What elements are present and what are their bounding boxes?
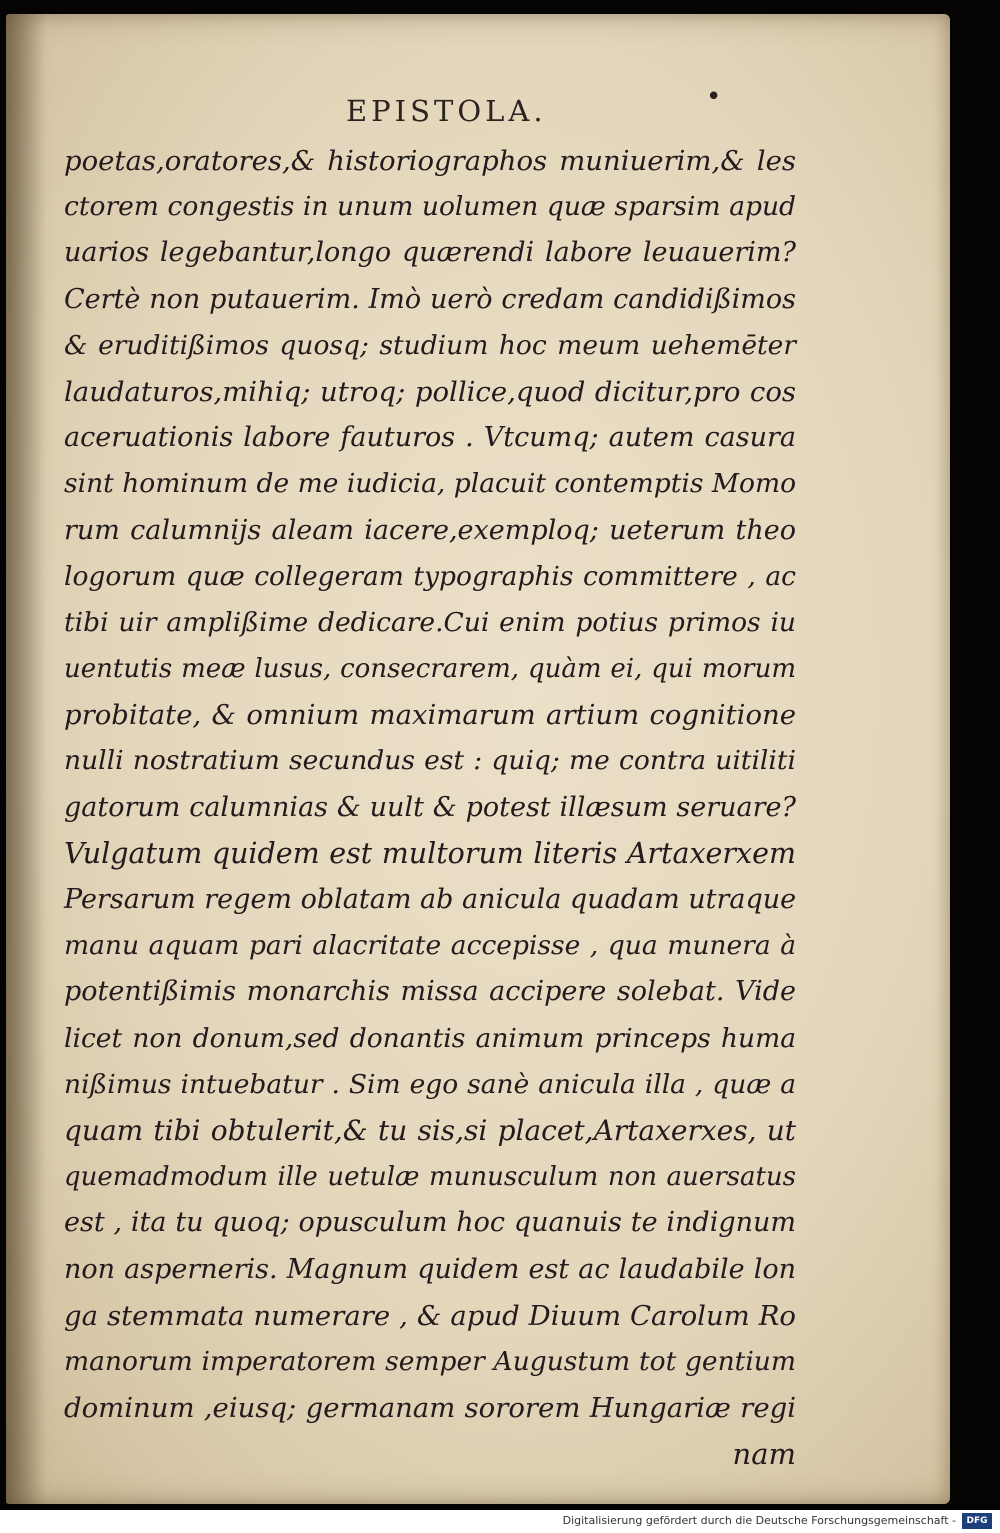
- head-mark: •: [706, 82, 722, 112]
- text-line: gatorum calumnias & uult & potest illæsum seruare?: [64, 791, 796, 823]
- text-line: potentißimis monarchis missa accipere solebat. Vide: [64, 976, 796, 1008]
- text-line: nam: [732, 1437, 796, 1472]
- text-line: quemadmodum ille uetulæ munusculum non auersatus: [64, 1162, 796, 1193]
- text-line: dominum ,eiusq; germanam sororem Hungariæ regi: [64, 1392, 796, 1425]
- text-line: probitate, & omnium maximarum artium cognitione: [64, 699, 796, 732]
- book-page: [6, 14, 950, 1504]
- text-line: logorum quæ collegeram typographis committere , ac: [64, 560, 796, 592]
- dfg-logo: DFG: [962, 1513, 992, 1529]
- text-line: nißimus intuebatur . Sim ego sanè anicula illa , quæ a: [64, 1068, 796, 1100]
- text-line: laudaturos,mihiq; utroq; pollice,quod dicitur,pro cos: [64, 375, 796, 408]
- text-line: est , ita tu quoq; opusculum hoc quanuis te indignum: [64, 1207, 796, 1239]
- text-line: manu aquam pari alacritate accepisse , qua munera à: [64, 930, 796, 962]
- text-line: Certè non putauerim. Imò uerò credam candidißimos: [64, 283, 796, 315]
- text-line: & eruditißimos quosq; studium hoc meum uehemēter: [64, 329, 796, 361]
- text-line: manorum imperatorem semper Augustum tot gentium: [64, 1345, 796, 1377]
- text-line: uentutis meæ lusus, consecrarem, quàm ei, qui morum: [64, 654, 796, 685]
- gutter-shadow: [6, 14, 46, 1504]
- text-line: nulli nostratium secundus est : quiq; me contra uitiliti: [64, 745, 796, 777]
- text-line: rum calumnijs aleam iacere,exemploq; ueterum theo: [64, 514, 796, 546]
- text-line: Persarum regem oblatam ab anicula quadam utraque: [64, 884, 797, 915]
- text-line: ga stemmata numerare , & apud Diuum Carolum Ro: [64, 1299, 796, 1332]
- text-line: non asperneris. Magnum quidem est ac laudabile lon: [64, 1253, 796, 1285]
- running-head: EPISTOLA.: [346, 94, 547, 128]
- text-line: licet non donum,sed donantis animum princeps huma: [64, 1022, 796, 1054]
- text-line: poetas,oratores,& historiographos muniuerim,& les: [64, 145, 796, 177]
- body-text: [64, 138, 796, 1477]
- text-line: tibi uir amplißime dedicare.Cui enim potius primos iu: [64, 606, 796, 638]
- text-line: quam tibi obtulerit,& tu sis,si placet,Artaxerxes, ut: [64, 1113, 796, 1147]
- text-line: sint hominum de me iudicia, placuit contemptis Momo: [64, 468, 797, 500]
- text-line: ctorem congestis in unum uolumen quæ sparsim apud: [64, 191, 796, 223]
- text-line: uarios legebantur,longo quærendi labore leuauerim?: [64, 237, 796, 269]
- funding-credit: Digitalisierung gefördert durch die Deutsche Forschungsgemeinschaft -: [562, 1514, 956, 1527]
- footer-bar: [0, 1510, 1000, 1533]
- text-line: aceruationis labore fauturos . Vtcumq; autem casura: [64, 422, 796, 454]
- text-line: Vulgatum quidem est multorum literis Artaxerxem: [64, 836, 796, 870]
